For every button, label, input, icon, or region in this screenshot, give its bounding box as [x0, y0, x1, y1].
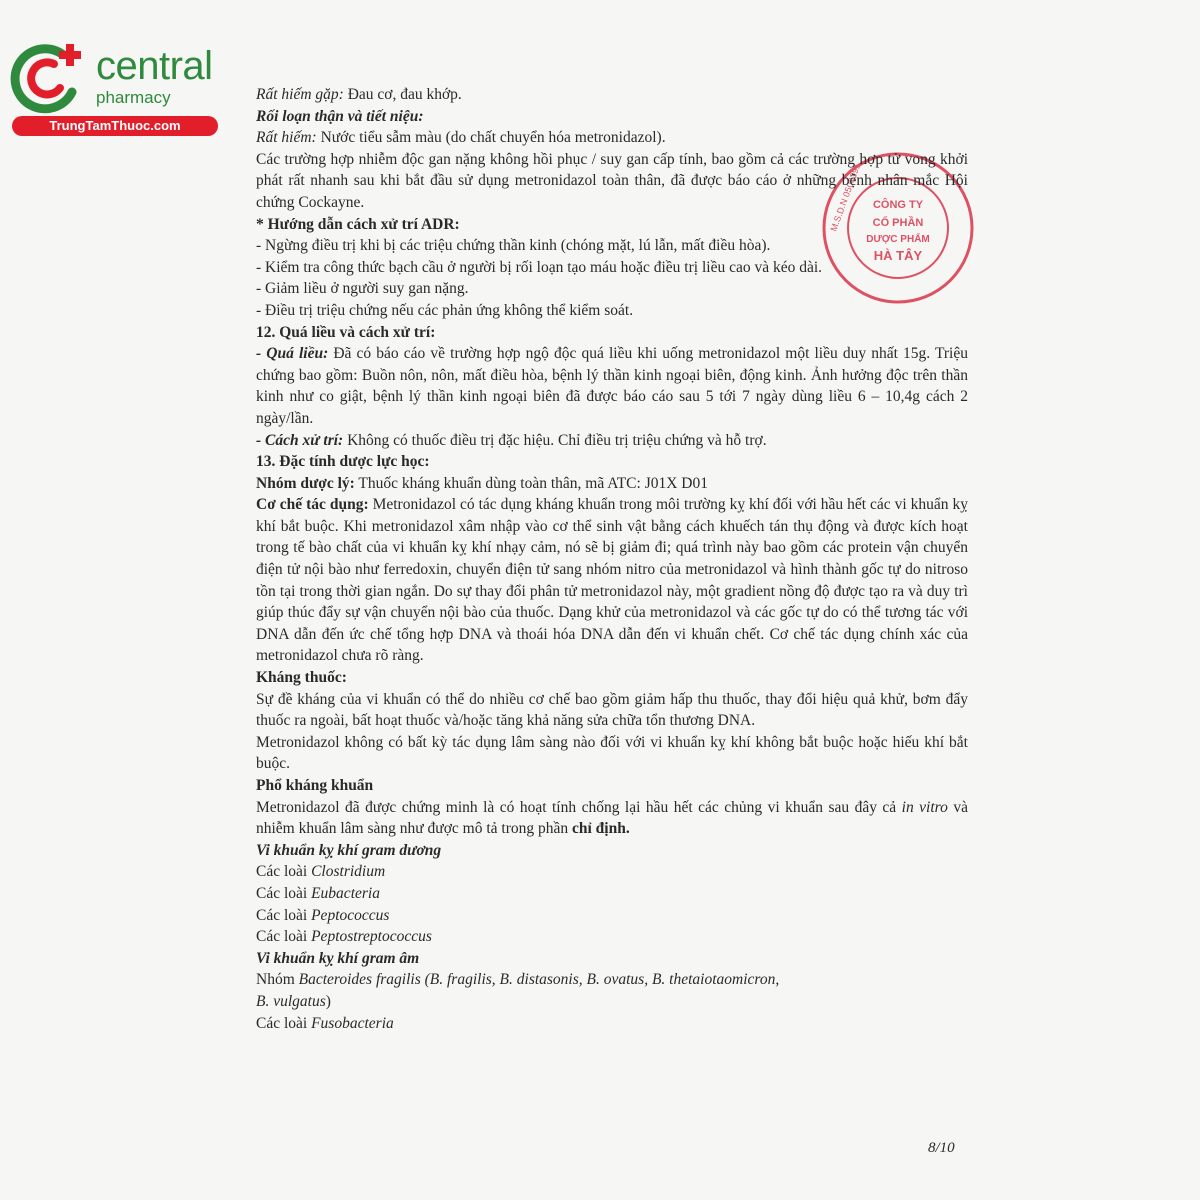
spectrum-text-a: Metronidazol đã được chứng minh là có hoạt tính chống lại hầu hết các chủng vi khuẩn sau đây cả: [256, 798, 902, 816]
gram-positive-list: [256, 861, 968, 947]
rare-text: Đau cơ, đau khớp.: [343, 86, 462, 103]
logo-url-badge[interactable]: TrungTamThuoc.com: [12, 116, 218, 136]
treatment-paragraph: [256, 430, 968, 452]
list-item: - Kiểm tra công thức bạch cầu ở người bị rối loạn tạo máu hoặc điều trị liều cao và kéo dài.: [256, 258, 823, 276]
list-item: - Điều trị triệu chứng nếu các phản ứng không thể kiểm soát.: [256, 301, 634, 319]
species-prefix: Các loài: [256, 1014, 312, 1032]
overdose-text: Đã có báo cáo về trường hợp ngộ độc quá liều khi uống metronidazol một liều duy nhất 15g. Triệu chứng bao gồm: Buồn nôn, nôn, mất điều hòa, bệnh lý thần kinh ngoại biên, động kinh. Ảnh hưởng độc trên thần kinh như co giật, bệnh lý thần kinh ngoại biên đã được báo cáo sau 5 tới 7 ngày dùng liều 6 – 10,4g cách 2 ngày/lần.: [256, 345, 968, 427]
central-pharmacy-logo[interactable]: [8, 36, 218, 136]
list-item: - Ngừng điều trị khi bị các triệu chứng thần kinh (chóng mặt, lú lẫn, mất điều hòa).: [256, 237, 771, 255]
section-13-heading: 13. Đặc tính dược lực học:: [256, 453, 430, 471]
liver-paragraph: Các trường hợp nhiễm độc gan nặng không hồi phục / suy gan cấp tính, bao gồm cả các trường hợp tử vong khởi phát rất nhanh sau khi bắt đầu sử dụng metronidazol toàn thân, đã được báo cáo ở những bệnh nhân mắc Hội chứng Cockayne.: [256, 150, 968, 211]
group-label: Nhóm dược lý:: [256, 474, 355, 492]
adr-list: [256, 235, 968, 321]
page-number: 8/10: [928, 1140, 955, 1156]
species-name: Eubacteria: [311, 884, 380, 902]
very-rare-text: Nước tiểu sẫm màu (do chất chuyển hóa metronidazol).: [316, 129, 666, 147]
urine-line: [256, 127, 968, 149]
svg-text:CỔ PHẦN: CỔ PHẦN: [872, 217, 924, 229]
document-body: [256, 84, 968, 1034]
list-item: [256, 926, 968, 948]
adr-heading: * Hướng dẫn cách xử trí ADR:: [256, 215, 460, 233]
list-item: [256, 1013, 968, 1035]
list-item: [256, 969, 968, 1012]
logo-subtitle: pharmacy: [96, 88, 171, 107]
resistance-paragraph-1: Sự đề kháng của vi khuẩn có thể do nhiều cơ chế bao gồm giảm hấp thu thuốc, thay đổi hiệu quả khử, bơm đẩy thuốc ra ngoài, bất hoạt thuốc và/hoặc tăng khả năng sửa chữa tổn thương DNA.: [256, 690, 968, 730]
treatment-label: - Cách xử trí:: [256, 431, 344, 449]
spectrum-indication: chỉ định.: [572, 820, 630, 838]
species-close: ): [325, 992, 331, 1010]
spectrum-in-vitro: in vitro: [901, 798, 948, 816]
svg-text:M.S.D.N 0500391: M.S.D.N 0500391: [828, 162, 863, 233]
list-item: [256, 883, 968, 905]
pharmacologic-group-line: [256, 473, 968, 495]
species-name: B. vulgatus: [256, 992, 326, 1010]
spectrum-paragraph: [256, 797, 968, 840]
species-prefix: Nhóm: [256, 971, 299, 989]
species-name: Bacteroides fragilis (B. fragilis, B. distasonis, B. ovatus, B. thetaiotaomicron,: [298, 971, 780, 989]
gram-negative-heading: Vi khuẩn kỵ khí gram âm: [256, 949, 420, 967]
gram-positive-heading: Vi khuẩn kỵ khí gram dương: [256, 841, 442, 859]
svg-text:CÔNG TY: CÔNG TY: [872, 199, 924, 211]
species-prefix: Các loài: [256, 906, 312, 924]
logo-name: central: [96, 44, 213, 88]
list-item: [256, 861, 968, 883]
resistance-heading: Kháng thuốc:: [256, 669, 347, 687]
list-item: [256, 905, 968, 927]
list-item: - Giảm liều ở người suy gan nặng.: [256, 280, 469, 298]
overdose-paragraph: [256, 343, 968, 429]
resistance-paragraph-2: Metronidazol không có bất kỳ tác dụng lâm sàng nào đối với vi khuẩn kỵ khí không bắt buộc hoặc hiếu khí bắt buộc.: [256, 733, 968, 773]
species-prefix: Các loài: [256, 928, 312, 946]
species-prefix: Các loài: [256, 884, 312, 902]
species-prefix: Các loài: [256, 863, 312, 881]
very-rare-label: Rất hiếm:: [256, 129, 317, 147]
spectrum-text-b: và nhiễm khuẩn lâm sàng như được mô tả trong phần: [256, 798, 968, 838]
group-text: Thuốc kháng khuẩn dùng toàn thân, mã ATC: J01X D01: [354, 474, 708, 492]
mechanism-paragraph: [256, 494, 968, 667]
adverse-muscle-line: [256, 84, 968, 106]
species-name: Peptostreptococcus: [311, 928, 432, 946]
species-name: Peptococcus: [311, 906, 390, 924]
treatment-text: Không có thuốc điều trị đặc hiệu. Chỉ điều trị triệu chứng và hỗ trợ.: [343, 431, 767, 449]
svg-text:HÀ TÂY: HÀ TÂY: [873, 248, 923, 263]
pharmacy-cross-icon: [10, 40, 90, 116]
mechanism-label: Cơ chế tác dụng:: [256, 496, 369, 514]
species-name: Fusobacteria: [311, 1014, 394, 1032]
species-name: Clostridium: [311, 863, 386, 881]
svg-text:DƯỢC PHẨM: DƯỢC PHẨM: [866, 234, 930, 245]
gram-negative-list: [256, 969, 968, 1034]
section-12-heading: 12. Quá liều và cách xử trí:: [256, 323, 436, 341]
kidney-heading: Rối loạn thận và tiết niệu:: [256, 107, 424, 125]
overdose-label: - Quá liều:: [256, 345, 329, 363]
rare-label: Rất hiếm gặp:: [256, 86, 344, 103]
mechanism-text: Metronidazol có tác dụng kháng khuẩn trong môi trường kỵ khí đối với hầu hết các vi khuẩn kỵ khí bắt buộc. Khi metronidazol xâm nhập vào cơ thể sinh vật bằng cách khuếch tán thụ động và được kích hoạt trong tế bào chất của vi khuẩn kỵ khí nhạy cảm, nó sẽ bị giảm đi; quá trình này bao gồm các protein vận chuyển điện tử nội bào như ferredoxin, chuyển điện tử sang nhóm nitro của metronidazol và hình thành gốc tự do nitroso tồn tại trong thời gian ngắn. Do sự thay đổi phân tử metronidazol này, một gradient nồng độ được tạo ra và duy trì giúp thúc đẩy sự vận chuyển nội bào của thuốc. Dạng khử của metronidazol và các gốc tự do có thể tương tác với DNA dẫn đến ức chế tổng hợp DNA và thoái hóa DNA dẫn đến vi khuẩn chết. Cơ chế tác dụng chính xác của metronidazol chưa rõ ràng.: [256, 496, 968, 665]
spectrum-heading: Phổ kháng khuẩn: [256, 777, 374, 794]
